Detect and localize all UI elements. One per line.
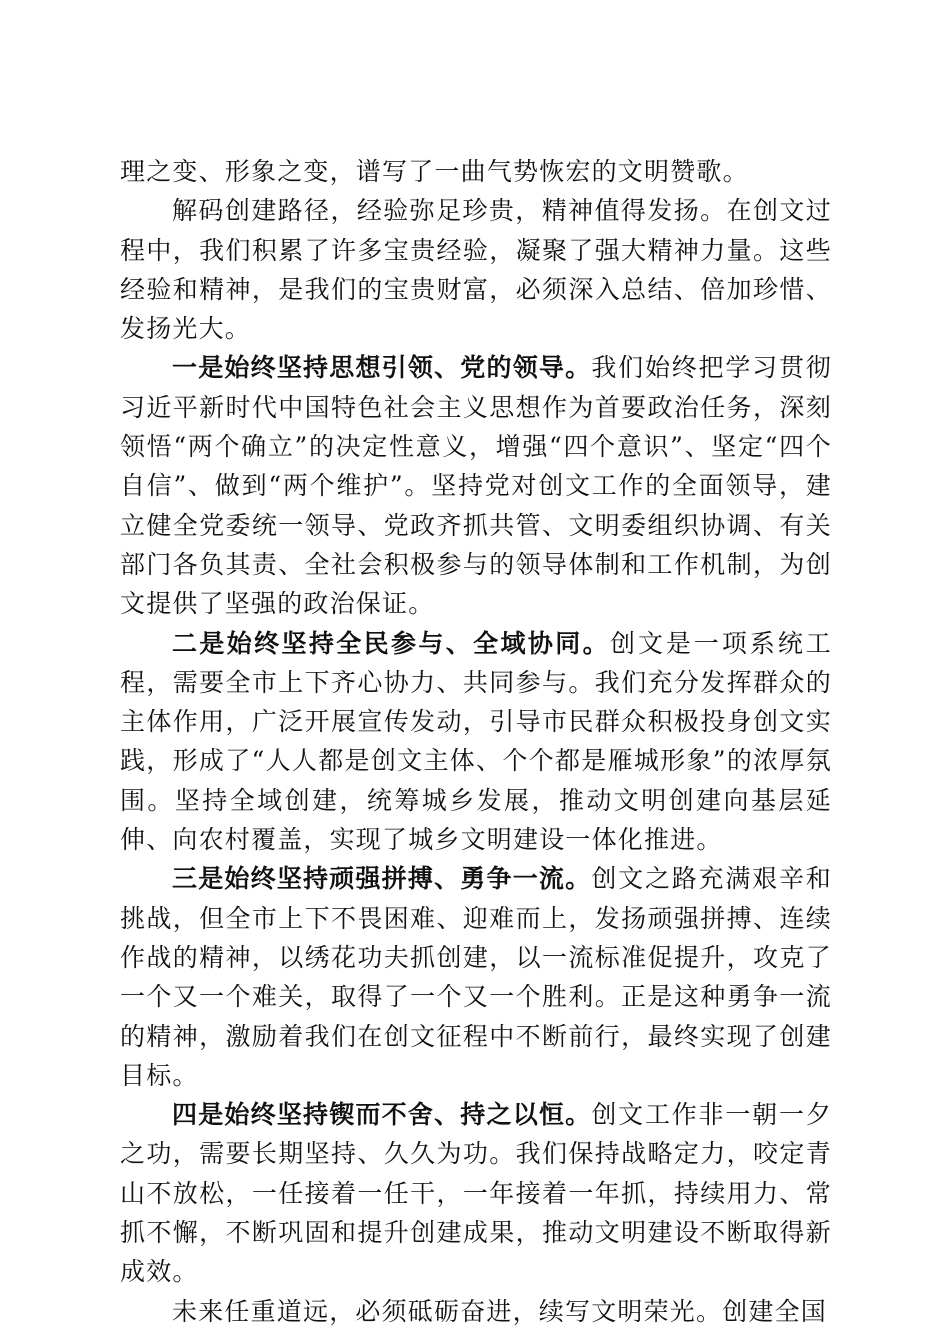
paragraph-text: 未来任重道远，必须砥砺奋进，续写文明荣光。创建全国 bbox=[172, 1296, 828, 1326]
paragraph-text: 我们始终把学习贯彻习近平新时代中国特色社会主义思想作为首要政治任务，深刻领悟“两个确立”的决定性意义，增强“四个意识”、坚定“四个自信”、做到“两个维护”。坚持党对创文工作的全面领导，建立健全党委统一领导、党政齐抓共管、文明委组织协调、有关部门各负其责、全社会积极参与的领导体制和工作机制，为创文提供了坚强的政治保证。 bbox=[120, 353, 832, 619]
paragraph-point-four bbox=[120, 1095, 832, 1291]
paragraph-text: 创文之路充满艰辛和挑战，但全市上下不畏困难、迎难而上，发扬顽强拼搏、连续作战的精神，以绣花功夫抓创建，以一流标准促提升，攻克了一个又一个难关，取得了一个又一个胜利。正是这种勇争一流的精神，激励着我们在创文征程中不断前行，最终实现了创建目标。 bbox=[120, 864, 832, 1090]
paragraph-text: 解码创建路径，经验弥足珍贵，精神值得发扬。在创文过程中，我们积累了许多宝贵经验，凝聚了强大精神力量。这些经验和精神，是我们的宝贵财富，必须深入总结、倍加珍惜、发扬光大。 bbox=[120, 196, 832, 344]
paragraph-point-one bbox=[120, 348, 832, 623]
paragraph-closing bbox=[120, 1292, 832, 1331]
document-body bbox=[120, 152, 832, 1331]
paragraph-lead: 四是始终坚持锲而不舍、持之以恒。 bbox=[172, 1100, 592, 1130]
paragraph-text: 创文是一项系统工程，需要全市上下齐心协力、共同参与。我们充分发挥群众的主体作用，广泛开展宣传发动，引导市民群众积极投身创文实践，形成了“人人都是创文主体、个个都是雁城形象”的浓厚氛围。坚持全域创建，统筹城乡发展，推动文明创建向基层延伸、向农村覆盖，实现了城乡文明建设一体化推进。 bbox=[120, 628, 832, 855]
paragraph-lead: 一是始终坚持思想引领、党的领导。 bbox=[172, 353, 592, 383]
paragraph-text: 创文工作非一朝一夕之功，需要长期坚持、久久为功。我们保持战略定力，咬定青山不放松，一任接着一任干，一年接着一年抓，持续用力、常抓不懈，不断巩固和提升创建成果，推动文明建设不断取得新成效。 bbox=[120, 1100, 832, 1287]
paragraph-intro bbox=[120, 191, 832, 348]
paragraph-point-two bbox=[120, 624, 832, 860]
paragraph-lead: 三是始终坚持顽强拼搏、勇争一流。 bbox=[172, 864, 592, 894]
paragraph-continuation bbox=[120, 152, 832, 191]
paragraph-lead: 二是始终坚持全民参与、全域协同。 bbox=[172, 628, 610, 658]
paragraph-text: 理之变、形象之变，谱写了一曲气势恢宏的文明赞歌。 bbox=[120, 157, 749, 186]
paragraph-point-three bbox=[120, 859, 832, 1095]
